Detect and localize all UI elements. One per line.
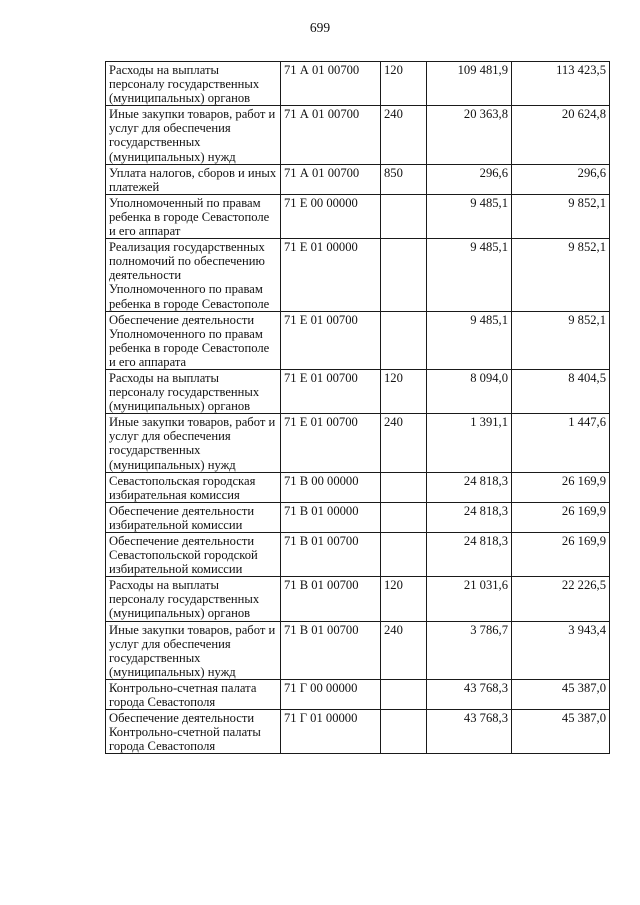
row-expense-type-cell	[381, 239, 427, 311]
row-code-cell: 71 А 01 00700	[281, 164, 381, 194]
row-value-second-year-cell: 1 447,6	[512, 414, 610, 472]
row-value-first-year-cell: 3 786,7	[427, 621, 512, 679]
row-name-cell: Уплата налогов, сборов и иных платежей	[106, 164, 281, 194]
row-code-cell: 71 А 01 00700	[281, 106, 381, 164]
budget-table-body	[106, 62, 610, 754]
table-row	[106, 239, 610, 311]
row-name-cell: Иные закупки товаров, работ и услуг для обеспечения государственных (муниципальных) нужд	[106, 106, 281, 164]
table-row	[106, 621, 610, 679]
row-value-second-year-cell: 22 226,5	[512, 577, 610, 621]
row-value-second-year-cell: 9 852,1	[512, 239, 610, 311]
row-name-cell: Иные закупки товаров, работ и услуг для обеспечения государственных (муниципальных) нужд	[106, 414, 281, 472]
row-code-cell: 71 В 01 00700	[281, 533, 381, 577]
table-row	[106, 164, 610, 194]
row-code-cell: 71 Е 01 00700	[281, 369, 381, 413]
table-row	[106, 533, 610, 577]
row-expense-type-cell	[381, 679, 427, 709]
row-code-cell: 71 Г 01 00000	[281, 710, 381, 754]
row-value-second-year-cell: 45 387,0	[512, 679, 610, 709]
row-value-first-year-cell: 24 818,3	[427, 502, 512, 532]
row-name-cell: Расходы на выплаты персоналу государственных (муниципальных) органов	[106, 577, 281, 621]
row-value-second-year-cell: 9 852,1	[512, 194, 610, 238]
row-expense-type-cell: 240	[381, 106, 427, 164]
row-value-second-year-cell: 26 169,9	[512, 502, 610, 532]
row-code-cell: 71 В 01 00700	[281, 621, 381, 679]
row-value-second-year-cell: 26 169,9	[512, 472, 610, 502]
row-name-cell: Иные закупки товаров, работ и услуг для обеспечения государственных (муниципальных) нужд	[106, 621, 281, 679]
row-expense-type-cell	[381, 502, 427, 532]
row-value-second-year-cell: 3 943,4	[512, 621, 610, 679]
row-name-cell: Уполномоченный по правам ребенка в городе Севастополе и его аппарат	[106, 194, 281, 238]
row-value-second-year-cell: 45 387,0	[512, 710, 610, 754]
row-value-first-year-cell: 43 768,3	[427, 679, 512, 709]
row-value-first-year-cell: 21 031,6	[427, 577, 512, 621]
row-code-cell: 71 Г 00 00000	[281, 679, 381, 709]
row-name-cell: Обеспечение деятельности Уполномоченного по правам ребенка в городе Севастополе и его аппарата	[106, 311, 281, 369]
table-row	[106, 679, 610, 709]
row-value-first-year-cell: 43 768,3	[427, 710, 512, 754]
row-value-second-year-cell: 20 624,8	[512, 106, 610, 164]
table-row	[106, 311, 610, 369]
table-row	[106, 710, 610, 754]
row-name-cell: Обеспечение деятельности Контрольно-счетной палаты города Севастополя	[106, 710, 281, 754]
table-row	[106, 194, 610, 238]
row-name-cell: Расходы на выплаты персоналу государственных (муниципальных) органов	[106, 62, 281, 106]
row-name-cell: Севастопольская городская избирательная комиссия	[106, 472, 281, 502]
table-row	[106, 502, 610, 532]
table-row	[106, 106, 610, 164]
row-value-first-year-cell: 8 094,0	[427, 369, 512, 413]
row-expense-type-cell: 120	[381, 369, 427, 413]
row-value-second-year-cell: 8 404,5	[512, 369, 610, 413]
row-expense-type-cell	[381, 533, 427, 577]
row-expense-type-cell: 240	[381, 621, 427, 679]
row-code-cell: 71 А 01 00700	[281, 62, 381, 106]
budget-table	[105, 61, 610, 754]
row-value-first-year-cell: 24 818,3	[427, 533, 512, 577]
row-expense-type-cell	[381, 311, 427, 369]
row-value-second-year-cell: 26 169,9	[512, 533, 610, 577]
table-row	[106, 472, 610, 502]
row-code-cell: 71 Е 01 00700	[281, 414, 381, 472]
table-row	[106, 369, 610, 413]
table-row	[106, 62, 610, 106]
row-name-cell: Расходы на выплаты персоналу государственных (муниципальных) органов	[106, 369, 281, 413]
row-name-cell: Реализация государственных полномочий по обеспечению деятельности Уполномоченного по правам ребенка в городе Севастополе	[106, 239, 281, 311]
row-code-cell: 71 В 01 00700	[281, 577, 381, 621]
row-value-first-year-cell: 9 485,1	[427, 194, 512, 238]
row-code-cell: 71 В 00 00000	[281, 472, 381, 502]
row-value-second-year-cell: 296,6	[512, 164, 610, 194]
table-row	[106, 414, 610, 472]
row-expense-type-cell	[381, 710, 427, 754]
row-code-cell: 71 Е 00 00000	[281, 194, 381, 238]
row-value-first-year-cell: 9 485,1	[427, 311, 512, 369]
row-expense-type-cell: 120	[381, 577, 427, 621]
row-value-first-year-cell: 20 363,8	[427, 106, 512, 164]
row-value-first-year-cell: 1 391,1	[427, 414, 512, 472]
page-number: 699	[309, 20, 331, 35]
row-value-second-year-cell: 9 852,1	[512, 311, 610, 369]
row-expense-type-cell: 120	[381, 62, 427, 106]
row-code-cell: 71 Е 01 00700	[281, 311, 381, 369]
row-value-second-year-cell: 113 423,5	[512, 62, 610, 106]
row-name-cell: Обеспечение деятельности Севастопольской городской избирательной комиссии	[106, 533, 281, 577]
row-expense-type-cell	[381, 472, 427, 502]
row-expense-type-cell: 240	[381, 414, 427, 472]
row-expense-type-cell: 850	[381, 164, 427, 194]
row-value-first-year-cell: 9 485,1	[427, 239, 512, 311]
row-code-cell: 71 Е 01 00000	[281, 239, 381, 311]
row-expense-type-cell	[381, 194, 427, 238]
row-value-first-year-cell: 24 818,3	[427, 472, 512, 502]
row-code-cell: 71 В 01 00000	[281, 502, 381, 532]
row-value-first-year-cell: 296,6	[427, 164, 512, 194]
row-name-cell: Контрольно-счетная палата города Севастополя	[106, 679, 281, 709]
row-name-cell: Обеспечение деятельности избирательной комиссии	[106, 502, 281, 532]
row-value-first-year-cell: 109 481,9	[427, 62, 512, 106]
table-row	[106, 577, 610, 621]
